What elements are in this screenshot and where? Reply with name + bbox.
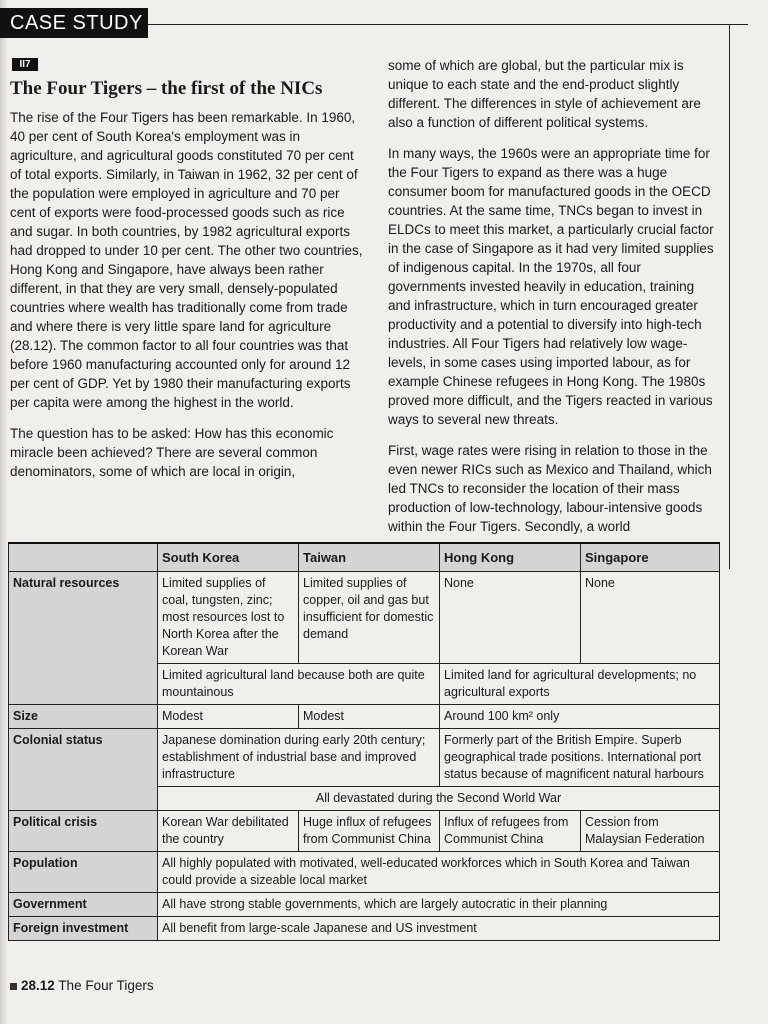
cell-colonial-hk-sg: Formerly part of the British Empire. Superb geographical trade positions. International port status because of magnificent natural harbours: [440, 729, 720, 787]
table-row: [9, 852, 720, 893]
cell-political-singapore: Cession from Malaysian Federation: [581, 811, 720, 852]
left-paragraph-1: The rise of the Four Tigers has been remarkable. In 1960, 40 per cent of South Korea's employment was in agriculture, and agricultural goods constituted 70 per cent of total exports. Similarly, in Taiwan in 1962, 32 per cent of the population were employed in agriculture and 70 per cent of exports were food-processed goods such as rice and sugar. In both countries, by 1982 agricultural exports had dropped to under 10 per cent. The other two countries, Hong Kong and Singapore, have always been rather different, in that they are very small, densely-populated countries where wealth has traditionally come from trade and where there is very little spare land for agriculture (28.12). The common factor to all four countries was that before 1960 manufacturing accounted only for around 12 per cent of GDP. Yet by 1980 their manufacturing exports per capita were among the highest in the world.: [10, 110, 363, 410]
row-header-foreign-investment: Foreign investment: [9, 917, 158, 941]
cell-colonial-all: All devastated during the Second World War: [158, 787, 720, 811]
caption-number: 28.12: [21, 978, 55, 993]
case-study-header: CASE STUDY: [0, 8, 148, 38]
cell-nr-south-korea: Limited supplies of coal, tungsten, zinc; most resources lost to North Korea after the Korean War: [158, 572, 299, 664]
caption-text: The Four Tigers: [58, 978, 154, 993]
cell-nr-taiwan: Limited supplies of copper, oil and gas but insufficient for domestic demand: [299, 572, 440, 664]
table-caption: [10, 978, 154, 993]
column-header-hong-kong: Hong Kong: [440, 543, 581, 572]
article-title: The Four Tigers – the first of the NICs: [10, 78, 323, 99]
column-header-taiwan: Taiwan: [299, 543, 440, 572]
row-header-government: Government: [9, 893, 158, 917]
row-header-population: Population: [9, 852, 158, 893]
left-paragraph-2: The question has to be asked: How has this economic miracle been achieved? There are several common denominators, some of which are local in origin,: [10, 426, 334, 479]
header-rule: [148, 24, 748, 25]
cell-size-hk-sg: Around 100 km² only: [440, 705, 720, 729]
table-row: [9, 893, 720, 917]
frame-border: [729, 24, 730, 569]
table-corner-cell: [9, 543, 158, 572]
table-header-row: [9, 543, 720, 572]
cell-nr-singapore: None: [581, 572, 720, 664]
left-column: [10, 108, 365, 493]
cell-political-taiwan: Huge influx of refugees from Communist China: [299, 811, 440, 852]
row-header-political-crisis: Political crisis: [9, 811, 158, 852]
four-tigers-table: [8, 542, 720, 941]
table-row: [9, 917, 720, 941]
row-header-colonial-status: Colonial status: [9, 729, 158, 811]
page-gutter-shadow: [0, 0, 8, 1024]
right-paragraph-2: In many ways, the 1960s were an appropriate time for the Four Tigers to expand as there was a huge consumer boom for manufactured goods in the OECD countries. At the same time, TNCs began to invest in ELDCs to meet this market, a particularly crucial factor in the case of Singapore as it had very limited supplies of indigenous capital. In the 1970s, all four governments invested heavily in education, training and infrastructure, which in turn encouraged greater productivity and a potential to diversify into high-tech industries. All Four Tigers had relatively low wage-levels, in some cases using imported labour, as for example Chinese refugees in Hong Kong. The 1980s proved more difficult, and the Tigers reacted in various ways to several new threats.: [388, 146, 714, 427]
column-header-singapore: Singapore: [581, 543, 720, 572]
table-row: [9, 705, 720, 729]
table-row: [9, 572, 720, 664]
column-header-south-korea: South Korea: [158, 543, 299, 572]
cell-political-hong-kong: Influx of refugees from Communist China: [440, 811, 581, 852]
table-row: [9, 729, 720, 787]
cell-land-sk-tw: Limited agricultural land because both are quite mountainous: [158, 664, 440, 705]
row-header-natural-resources: Natural resources: [9, 572, 158, 705]
cell-size-south-korea: Modest: [158, 705, 299, 729]
cell-size-taiwan: Modest: [299, 705, 440, 729]
table-row: [9, 811, 720, 852]
row-header-size: Size: [9, 705, 158, 729]
cell-land-hk-sg: Limited land for agricultural developments; no agricultural exports: [440, 664, 720, 705]
right-column: [388, 56, 718, 548]
cell-foreign-investment-all: All benefit from large-scale Japanese and US investment: [158, 917, 720, 941]
caption-square-icon: [10, 983, 17, 990]
cell-nr-hong-kong: None: [440, 572, 581, 664]
cell-population-all: All highly populated with motivated, well-educated workforces which in South Korea and Taiwan could provide a sizeable local market: [158, 852, 720, 893]
case-study-number-badge: II7: [12, 58, 38, 71]
right-paragraph-1: some of which are global, but the particular mix is unique to each state and the end-product slightly different. The differences in style of achievement are also a function of different political systems.: [388, 58, 701, 130]
right-paragraph-3: First, wage rates were rising in relation to those in the even newer RICs such as Mexico and Thailand, which led TNCs to reconsider the location of their mass production of low-technology, labour-intensive goods within the Four Tigers. Secondly, a world: [388, 443, 712, 534]
cell-political-south-korea: Korean War debilitated the country: [158, 811, 299, 852]
cell-government-all: All have strong stable governments, which are largely autocratic in their planning: [158, 893, 720, 917]
cell-colonial-sk-tw: Japanese domination during early 20th century; establishment of industrial base and improved infrastructure: [158, 729, 440, 787]
